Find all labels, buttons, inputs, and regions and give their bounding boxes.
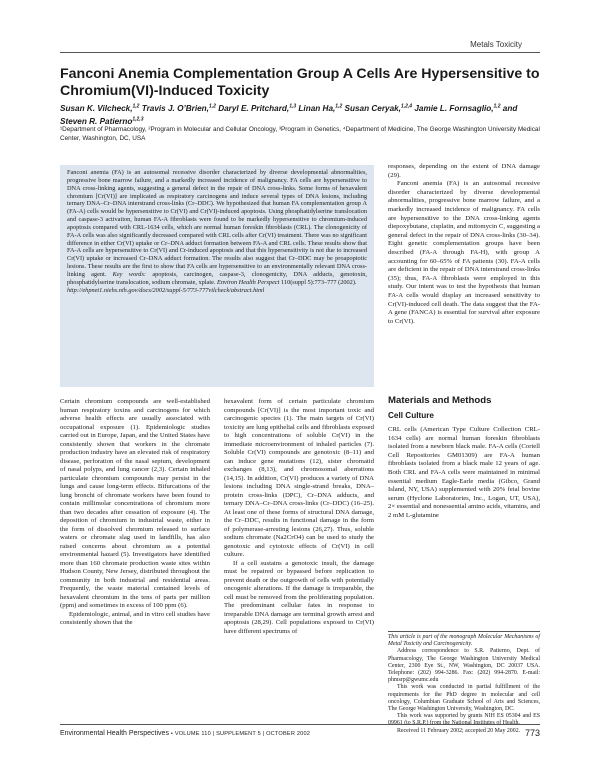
citation: 110(suppl 5):773–777 (2002). (281, 278, 357, 286)
paragraph: Fanconi anemia (FA) is an autosomal recessive disorder characterized by diverse developmental abnormalities, progressive bone marrow failure, and a markedly increased incidence of malignancy. FA cells are hypersensitive to the DNA cross-linking agents diepoxybutane, cisplatin, and mitomycin C, suggesting a general defect in the repair of DNA cross-links (30–34). Eight genetic complementation groups have been described (FA-A through FA-H), with group A accounting for 60–65% of FA patients (30). FA-A cells are deficient in the repair of DNA interstrand cross-links (35); thus, FA-A fibroblasts were employed in this study. Our intent was to test the hypothesis that human FA-A cells would display an increased sensitivity to Cr(VI)-induced cell death. The data suggest that the FA-A gene (FANCA) is essential for survival after exposure to Cr(VI). (388, 180, 540, 325)
body-column-1 (60, 398, 210, 628)
abstract-box (60, 165, 374, 387)
cell-culture-heading: Cell Culture (388, 411, 434, 420)
footnote: This work was conducted in partial fulfillment of the requirements for the PhD degree in molecular and cell oncology, Columbian Graduate School of Arts and Sciences, The George Washington University, Washington, DC. (388, 684, 540, 713)
section-label: Metals Toxicity (470, 40, 522, 49)
body-column-2 (224, 398, 374, 636)
top-divider (60, 52, 540, 53)
issue-info: • VOLUME 110 | SUPPLEMENT 5 | OCTOBER 2002 (170, 731, 311, 737)
paragraph: Certain chromium compounds are well-established human respiratory toxins and carcinogens for which adverse health effects are usually associated with occupational exposure (1). Epidemiologic studies carried out in Europe, Japan, and the United States have consistently shown that workers in the chromate production industry have an elevated risk of respiratory disease, perforation of the nasal septum, development of nasal polyps, and lung cancer (2,3). Certain inhaled particulate chromium compounds may persist in the lungs and cause long-term effects. Bifurcations of the lung bronchi of chromate workers have been found to contain millimolar concentrations of chromium more than two decades after cessation of exposure (4). The deposition of chromium in industrial waste, either in the form of dissolved chromium released to surface waters or chromate slag used in landfills, has also raised concerns about chromium as a potential environmental hazard (5). Investigators have identified more than 160 chromate production waste sites within Hudson County, New Jersey, distributed throughout the community in both industrial and residential areas. Frequently, the waste material contained levels of hexavalent chromium in the tens of parts per million (ppm) and sometimes in excess of 100 ppm (6). (60, 398, 210, 609)
footnotes (388, 634, 540, 735)
paragraph: CRL cells (American Type Culture Collection CRL-1634 cells) are normal human foreskin fibroblasts isolated from a newborn black male. FA-A cells (Coriell Cell Repositories GM01309) are FA-A human fibroblasts isolated from a black male 12 years of age. Both CRL and FA-A cells were maintained in minimal essential medium Eagle-Earle media (Gibco, Grand Island, NY, USA) supplemented with 20% fetal bovine serum (Hyclone Laboratories, Inc., Logan, UT, USA), 2× essential and nonessential amino acids, vitamins, and 2 mM L-glutamine (388, 426, 540, 519)
paragraph: Epidemiologic, animal, and in vitro cell studies have consistently shown that the (60, 610, 210, 626)
author: Susan Ceryak,$^{1,2,4}$ (344, 103, 413, 113)
keywords: apoptosis, carcinogen, caspase-3, clonogenicity, DNA adducts, genotoxin, phosphatidylserine translocation, sodium chromate, xplate. (67, 270, 367, 286)
affiliations: ¹Department of Pharmacology, ²Program in Molecular and Cellular Oncology, ³Program in Genetics, ⁴Department of Medicine, The George Washington University Medical Center, Washington, DC, USA (60, 126, 540, 142)
author: Susan K. Vilcheck,$^{1,2}$ (60, 103, 140, 113)
author-list (60, 101, 540, 127)
footer-journal (60, 730, 310, 737)
abstract-url[interactable]: http://ehpnet1.niehs.nih.gov/docs/2002/suppl-5/773-777vilcheck/abstract.html (67, 286, 265, 294)
citation-journal: Environ Health Perspect (217, 278, 280, 286)
abstract-text: Fanconi anemia (FA) is an autosomal recessive disorder characterized by diverse developmental abnormalities, progressive bone marrow failure, and a markedly increased incidence of malignancy. FA cells are hypersensitive to DNA cross-linking agents, suggesting a general defect in the repair of DNA cross-links. Some forms of hexavalent chromium [Cr(VI)] are implicated as respiratory carcinogens and induce several types of DNA lesions, including ternary DNA–Cr–DNA interstrand cross-links (Cr–DDC). We hypothesized that human FA complementation group A (FA-A) cells would be hypersensitive to Cr(VI) and Cr(VI)-induced apoptosis. Using phosphatidylserine translocation and caspase-3 activation, human FA-A fibroblasts were found to be markedly hypersensitive to chromium-induced apoptosis compared with CRL-1634 cells, which are normal human foreskin fibroblasts (CRL). The clonogenicity of FA-A cells was also significantly decreased compared with CRL cells after Cr(VI) treatment. There was no significant difference in either Cr(VI) uptake or Cr–DNA adduct formation between FA-A and CRL cells. These results show that FA-A cells are hypersensitive to Cr(VI) and Cr-induced apoptosis and that this hypersensitivity is not due to increased Cr(VI) uptake or increased Cr–DNA adduct formation. The results also suggest that Cr–DDC may be proapoptotic lesions. These results are the first to show that FA cells are hypersensitive to an environmentally relevant DNA cross-linking agent. Key words: apoptosis, carcinogen, caspase-3, clonogenicity, DNA adducts, genotoxin, phosphatidylserine translocation, sodium chromate, xplate. Environ Health Perspect 110(suppl 5):773–777 (2002). (67, 169, 367, 286)
paragraph: responses, depending on the extent of DNA damage (29). (388, 163, 540, 179)
paragraph: hexavalent form of certain particulate chromium compounds [Cr(VI)] is the most important toxic and carcinogenic species (1). The main targets of Cr(VI) toxicity are lung epithelial cells and fibroblasts exposed to high concentrations of soluble Cr(VI) in the immediate microenvironment of inhaled particles (7). Soluble Cr(VI) compounds are genotoxic (8–11) and can induce gene mutations (12), sister chromatid exchanges (8,13), and chromosomal aberrations (14,15). In addition, Cr(VI) produces a variety of DNA lesions including DNA single-strand breaks, DNA–protein cross-links (DPC), Cr–DNA adducts, and ternary DNA–Cr–DNA cross-links (Cr–DDC) (16–25). At least one of these forms of structural DNA damage, the Cr–DDC, results in functional damage in the form of polymerase-arresting lesions (26,27). Thus, soluble sodium chromate (Na2CrO4) can be used to study the genotoxic and cytotoxic effects of Cr(VI) in cell culture. (224, 398, 374, 558)
footnote: Address correspondence to S.R. Patierno, Dept. of Pharmacology, The George Washington University Medical Center, 2300 Eye St., NW, Washington, DC 20037 USA. Telephone: (202) 994-3286. Fax: (202) 994-2870. E-mail: phmsrp@gwumc.edu (388, 648, 540, 684)
footnote-divider (388, 631, 540, 632)
footnote: This article is part of the monograph Molecular Mechanisms of Metal Toxicity and Carcinogenicity. (388, 634, 540, 648)
author: Linan Ha,$^{1,2}$ (298, 103, 343, 113)
right-column-intro (388, 163, 540, 326)
author: Jamie L. Fornsaglio,$^{1,2}$ (414, 103, 501, 113)
paragraph: If a cell sustains a genotoxic insult, the damage must be repaired or bypassed before replication to prevent death or the outgrowth of cells with potentially oncogenic alterations. If the damage is irreparable, the cell must be removed from the proliferating population. The predominant cellular fates in response to irreparable DNA damage are terminal growth arrest and apoptosis (28,29). Cell populations exposed to Cr(VI) have different spectrums of (224, 559, 374, 635)
bottom-divider (60, 724, 540, 725)
keywords-label: Key words: (112, 270, 147, 278)
article-title: Fanconi Anemia Complementation Group A Cells Are Hypersensitive to Chromium(VI)-Induced Toxicity (60, 66, 540, 99)
footnote: Received 11 February 2002; accepted 20 May 2002. (397, 727, 521, 734)
journal-name: Environmental Health Perspectives (60, 730, 169, 737)
author: Daryl E. Pritchard,$^{1,3}$ (218, 103, 297, 113)
methods-heading: Materials and Methods (388, 395, 492, 406)
author: Travis J. O’Brien,$^{1,2}$ (141, 103, 216, 113)
footnote: This work was supported by grants NIH ES 05304 and ES 09961 (to S.R.P.) from the National Institutes of Health. (388, 713, 540, 727)
methods-text (388, 426, 540, 521)
author: and Steven R. Patierno$^{1,2,3}$ (60, 103, 518, 126)
page-number: 773 (524, 728, 540, 738)
